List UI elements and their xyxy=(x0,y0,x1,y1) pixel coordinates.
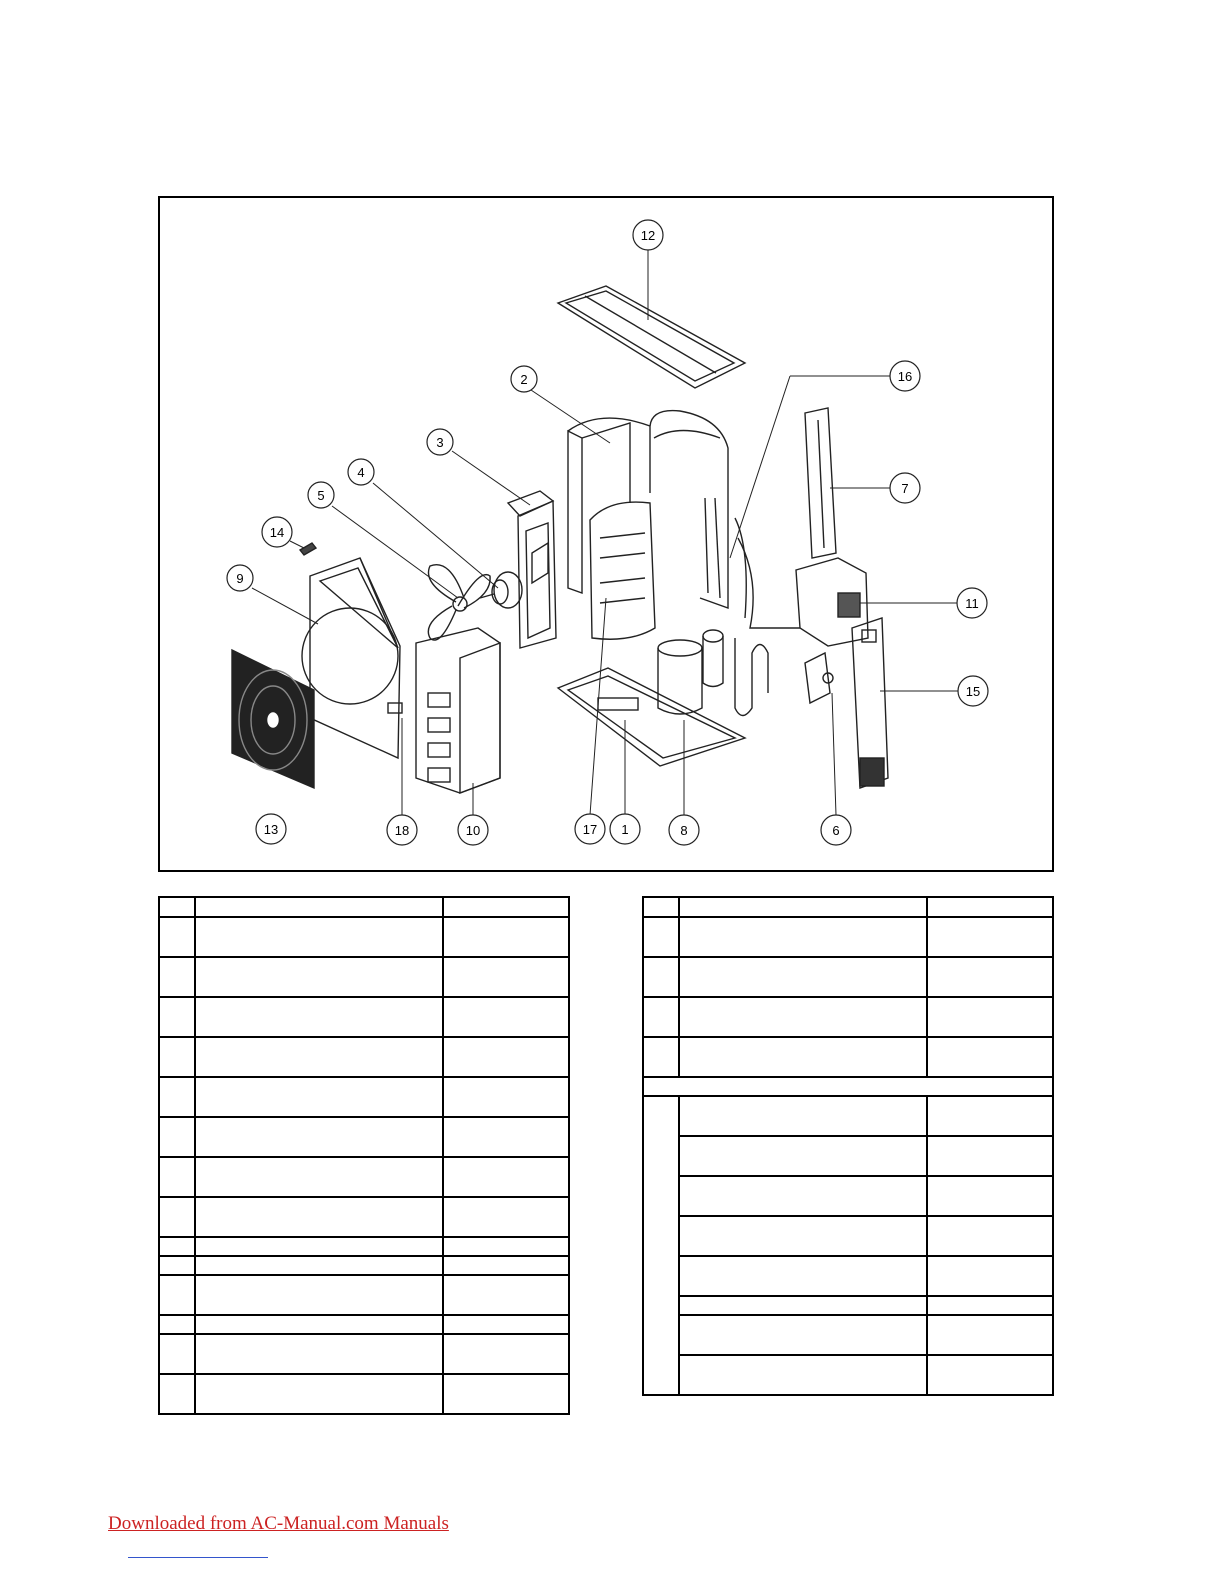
row-code-cell xyxy=(927,1355,1053,1395)
svg-text:12: 12 xyxy=(640,228,656,243)
row-description-cell xyxy=(679,1315,927,1355)
row-description-cell xyxy=(195,997,443,1037)
row-description-cell xyxy=(679,1176,927,1216)
table-row xyxy=(159,1037,569,1077)
row-description-cell xyxy=(195,1315,443,1334)
callout-14 xyxy=(262,517,292,547)
row-no-cell xyxy=(159,1374,195,1414)
partition-plate-part xyxy=(590,502,655,639)
svg-text:6: 6 xyxy=(832,823,840,838)
side-cover-part xyxy=(805,408,836,558)
table-row xyxy=(159,1334,569,1374)
exploded-view-drawing xyxy=(160,198,1052,870)
header-description-cell xyxy=(195,897,443,917)
callout-11 xyxy=(957,588,987,618)
table-row xyxy=(159,1315,569,1334)
row-description-cell xyxy=(195,1197,443,1237)
right-rear-panel-part xyxy=(852,618,888,788)
row-no-cell xyxy=(159,1117,195,1157)
row-no-cell xyxy=(159,917,195,957)
row-code-cell xyxy=(927,957,1053,997)
table-row xyxy=(643,1136,1053,1176)
callout-13 xyxy=(256,814,286,844)
callout-7 xyxy=(890,473,920,503)
electrical-box-part xyxy=(796,558,868,646)
callout-4 xyxy=(348,459,374,485)
table-row xyxy=(643,917,1053,957)
table-row xyxy=(159,1374,569,1414)
callout-18 xyxy=(387,815,417,845)
footer-download-link[interactable]: Downloaded from AC-Manual.com Manuals xyxy=(108,1513,449,1534)
base-pan-part xyxy=(558,668,745,766)
callout-17 xyxy=(575,814,605,844)
table-row xyxy=(643,1176,1053,1216)
table-row xyxy=(159,1275,569,1315)
row-description-cell xyxy=(195,1256,443,1275)
row-no-cell xyxy=(159,957,195,997)
row-code-cell xyxy=(927,1176,1053,1216)
svg-text:8: 8 xyxy=(680,823,688,838)
section-title-cell xyxy=(643,1077,1053,1096)
row-description-cell xyxy=(679,957,927,997)
u-tube-part xyxy=(735,638,768,716)
table-row xyxy=(159,1256,569,1275)
row-no-cell xyxy=(643,917,679,957)
svg-text:2: 2 xyxy=(520,372,528,387)
motor-bracket-part xyxy=(508,491,556,648)
table-row xyxy=(643,1256,1053,1296)
row-description-cell xyxy=(195,1237,443,1256)
callout-2 xyxy=(511,366,537,392)
row-no-cell xyxy=(159,1237,195,1256)
row-description-cell xyxy=(679,1096,927,1136)
callout-1 xyxy=(610,814,640,844)
row-code-cell xyxy=(443,1315,569,1334)
row-code-cell xyxy=(927,1315,1053,1355)
row-description-cell xyxy=(679,1216,927,1256)
row-code-cell xyxy=(443,1334,569,1374)
callout-5 xyxy=(308,482,334,508)
row-code-cell xyxy=(927,1037,1053,1077)
section-title-row xyxy=(643,1077,1053,1096)
row-description-cell xyxy=(195,1117,443,1157)
svg-text:5: 5 xyxy=(317,488,325,503)
row-code-cell xyxy=(927,917,1053,957)
table-row xyxy=(159,1157,569,1197)
callout-15 xyxy=(958,676,988,706)
row-no-cell xyxy=(159,1037,195,1077)
row-code-cell xyxy=(443,1197,569,1237)
callout-12 xyxy=(633,220,663,250)
parts-table-right xyxy=(642,896,1054,1396)
row-no-cell xyxy=(159,1157,195,1197)
group-no-cell xyxy=(643,1096,679,1395)
exploded-view-diagram xyxy=(158,196,1054,872)
row-description-cell xyxy=(679,1296,927,1315)
row-code-cell xyxy=(927,1296,1053,1315)
front-panel-part xyxy=(302,558,402,758)
table-header-row xyxy=(643,897,1053,917)
svg-text:17: 17 xyxy=(582,822,598,837)
capillary-tube-part xyxy=(735,518,800,628)
table-row xyxy=(643,997,1053,1037)
table-row xyxy=(643,1296,1053,1315)
row-code-cell xyxy=(443,1374,569,1414)
svg-text:16: 16 xyxy=(897,369,913,384)
fan-blade-part xyxy=(428,565,490,640)
callout-6 xyxy=(821,815,851,845)
table-row xyxy=(159,1237,569,1256)
row-description-cell xyxy=(195,1374,443,1414)
callout-10 xyxy=(458,815,488,845)
header-no-cell xyxy=(643,897,679,917)
row-code-cell xyxy=(927,997,1053,1037)
row-description-cell xyxy=(679,1355,927,1395)
row-description-cell xyxy=(195,1037,443,1077)
svg-text:4: 4 xyxy=(357,465,365,480)
callout-16 xyxy=(890,361,920,391)
row-code-cell xyxy=(443,1077,569,1117)
row-code-cell xyxy=(443,1237,569,1256)
row-description-cell xyxy=(195,1334,443,1374)
table-row xyxy=(159,1077,569,1117)
row-code-cell xyxy=(443,1037,569,1077)
row-description-cell xyxy=(679,997,927,1037)
table-row xyxy=(159,1117,569,1157)
svg-text:10: 10 xyxy=(465,823,481,838)
svg-text:11: 11 xyxy=(965,596,979,611)
row-no-cell xyxy=(643,1037,679,1077)
callout-3 xyxy=(427,429,453,455)
row-description-cell xyxy=(195,1275,443,1315)
table-row xyxy=(643,1216,1053,1256)
row-code-cell xyxy=(443,917,569,957)
row-code-cell xyxy=(927,1256,1053,1296)
row-no-cell xyxy=(643,957,679,997)
svg-text:7: 7 xyxy=(901,481,909,496)
compressor-part xyxy=(658,630,723,714)
row-description-cell xyxy=(195,1157,443,1197)
row-description-cell xyxy=(195,917,443,957)
svg-text:18: 18 xyxy=(394,823,410,838)
svg-text:15: 15 xyxy=(965,684,981,699)
row-no-cell xyxy=(643,997,679,1037)
table-row xyxy=(159,917,569,957)
row-code-cell xyxy=(443,1157,569,1197)
stop-valve-part xyxy=(805,653,833,703)
svg-text:13: 13 xyxy=(263,822,279,837)
row-code-cell xyxy=(443,997,569,1037)
fan-grille-part xyxy=(232,650,314,788)
table-header-row xyxy=(159,897,569,917)
row-code-cell xyxy=(927,1216,1053,1256)
table-row xyxy=(643,1355,1053,1395)
row-description-cell xyxy=(679,1136,927,1176)
row-no-cell xyxy=(159,1315,195,1334)
header-description-cell xyxy=(679,897,927,917)
row-no-cell xyxy=(159,997,195,1037)
row-code-cell xyxy=(443,1117,569,1157)
header-code-cell xyxy=(443,897,569,917)
row-no-cell xyxy=(159,1077,195,1117)
side-panel-part xyxy=(416,628,500,793)
table-row xyxy=(643,1315,1053,1355)
table-row xyxy=(159,957,569,997)
callout-9 xyxy=(227,565,253,591)
row-no-cell xyxy=(159,1334,195,1374)
svg-text:3: 3 xyxy=(436,435,444,450)
parts-table-left xyxy=(158,896,570,1415)
top-cover-part xyxy=(558,286,745,388)
row-description-cell xyxy=(679,1256,927,1296)
svg-text:1: 1 xyxy=(621,822,629,837)
table-row xyxy=(159,997,569,1037)
row-code-cell xyxy=(927,1096,1053,1136)
footer-underline-divider xyxy=(128,1557,268,1558)
svg-text:9: 9 xyxy=(236,571,244,586)
row-code-cell xyxy=(927,1136,1053,1176)
header-code-cell xyxy=(927,897,1053,917)
row-no-cell xyxy=(159,1275,195,1315)
condenser-coil-part xyxy=(568,411,728,608)
row-description-cell xyxy=(195,957,443,997)
row-description-cell xyxy=(679,1037,927,1077)
callout-8 xyxy=(669,815,699,845)
svg-text:14: 14 xyxy=(269,525,285,540)
row-code-cell xyxy=(443,1275,569,1315)
table-row xyxy=(643,1037,1053,1077)
table-row xyxy=(159,1197,569,1237)
row-description-cell xyxy=(195,1077,443,1117)
header-no-cell xyxy=(159,897,195,917)
row-code-cell xyxy=(443,1256,569,1275)
table-row xyxy=(643,1096,1053,1136)
leader-lines xyxy=(252,248,958,815)
row-description-cell xyxy=(679,917,927,957)
row-no-cell xyxy=(159,1256,195,1275)
clip-part xyxy=(300,543,316,555)
row-no-cell xyxy=(159,1197,195,1237)
row-code-cell xyxy=(443,957,569,997)
table-row xyxy=(643,957,1053,997)
